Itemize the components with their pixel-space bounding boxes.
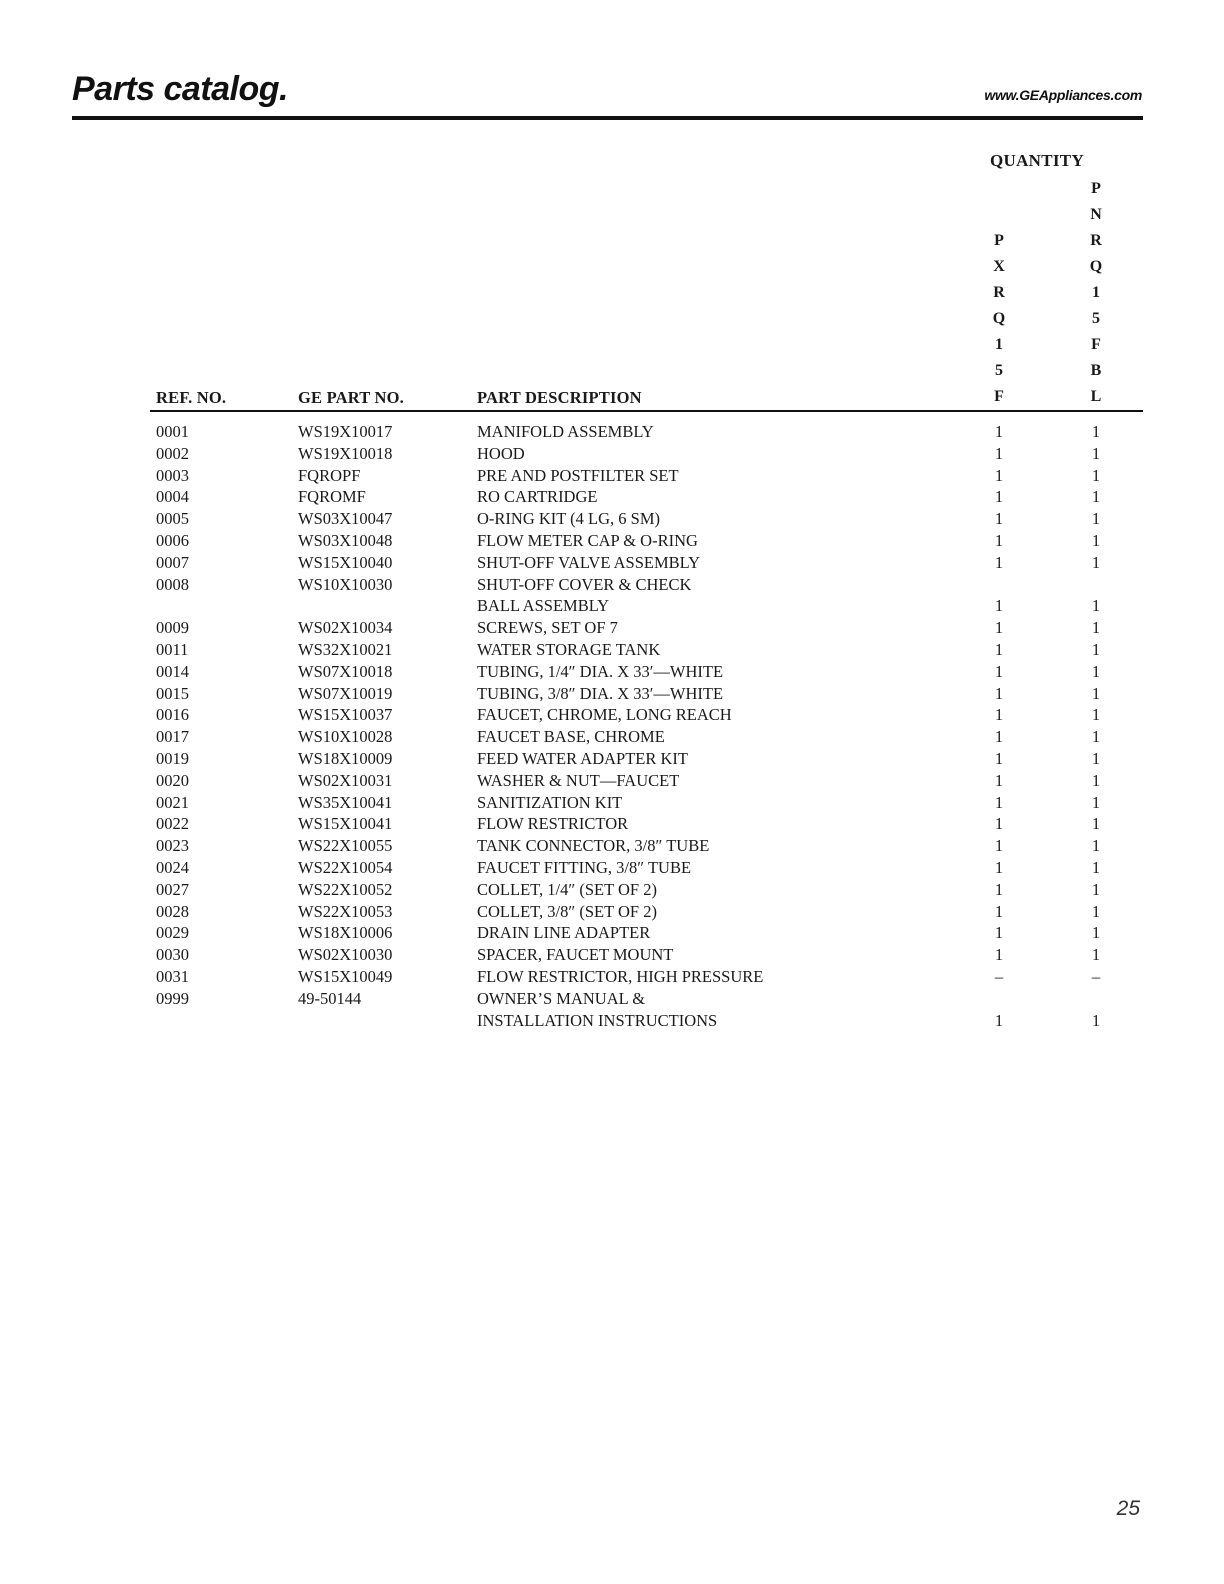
model-letter: 1 xyxy=(1092,284,1100,301)
model-label-b xyxy=(1081,176,1111,410)
table-row xyxy=(0,508,1224,530)
ref-number: 0024 xyxy=(156,857,189,877)
ref-number: 0016 xyxy=(156,705,189,725)
model-letter: 5 xyxy=(1092,310,1100,327)
part-number: WS22X10053 xyxy=(298,901,393,921)
ref-number: 0023 xyxy=(156,836,189,856)
quantity-b: 1 xyxy=(1091,705,1101,725)
table-row xyxy=(0,486,1224,508)
model-letter: N xyxy=(1090,206,1102,223)
ref-number: 0029 xyxy=(156,923,189,943)
table-row xyxy=(0,443,1224,465)
quantity-a: 1 xyxy=(994,901,1004,921)
part-number: WS07X10018 xyxy=(298,661,393,681)
ref-number: 0015 xyxy=(156,683,189,703)
part-number: WS02X10030 xyxy=(298,945,393,965)
quantity-b: 1 xyxy=(1091,509,1101,529)
ref-number: 0999 xyxy=(156,988,189,1008)
model-letter: F xyxy=(994,388,1004,405)
part-description: TANK CONNECTOR, 3/8″ TUBE xyxy=(477,836,710,856)
quantity-b: 1 xyxy=(1091,923,1101,943)
table-header-divider xyxy=(150,410,1143,412)
table-row xyxy=(0,988,1224,1010)
model-letter: X xyxy=(993,258,1005,275)
quantity-b: 1 xyxy=(1091,857,1101,877)
quantity-b: 1 xyxy=(1091,639,1101,659)
parts-table xyxy=(0,421,1224,1031)
table-row xyxy=(0,421,1224,443)
quantity-b: 1 xyxy=(1091,552,1101,572)
part-description: FLOW METER CAP & O-RING xyxy=(477,530,698,550)
quantity-b: 1 xyxy=(1091,683,1101,703)
part-description: OWNER’S MANUAL & xyxy=(477,988,646,1008)
part-description: FLOW RESTRICTOR xyxy=(477,814,629,834)
table-row xyxy=(0,901,1224,923)
column-header-ref: REF. NO. xyxy=(156,388,227,407)
quantity-a: 1 xyxy=(994,530,1004,550)
part-description: WASHER & NUT—FAUCET xyxy=(477,770,680,790)
model-letter: F xyxy=(1091,336,1101,353)
quantity-a: 1 xyxy=(994,683,1004,703)
table-row xyxy=(0,770,1224,792)
ref-number: 0019 xyxy=(156,748,189,768)
quantity-a: 1 xyxy=(994,945,1004,965)
quantity-b: 1 xyxy=(1091,836,1101,856)
ref-number: 0002 xyxy=(156,443,189,463)
part-description: INSTALLATION INSTRUCTIONS xyxy=(477,1010,718,1030)
part-number: WS32X10021 xyxy=(298,639,393,659)
quantity-a: 1 xyxy=(994,770,1004,790)
ref-number: 0020 xyxy=(156,770,189,790)
table-row xyxy=(0,465,1224,487)
ref-number: 0027 xyxy=(156,879,189,899)
column-header-part: GE PART NO. xyxy=(298,388,404,407)
part-number: 49-50144 xyxy=(298,988,362,1008)
quantity-a: 1 xyxy=(994,509,1004,529)
part-description: SPACER, FAUCET MOUNT xyxy=(477,945,674,965)
part-number: WS22X10055 xyxy=(298,836,393,856)
quantity-b: 1 xyxy=(1091,748,1101,768)
model-label-a xyxy=(984,228,1014,410)
ref-number: 0009 xyxy=(156,618,189,638)
quantity-a: 1 xyxy=(994,923,1004,943)
part-description: SANITIZATION KIT xyxy=(477,792,623,812)
ref-number: 0031 xyxy=(156,966,189,986)
table-row xyxy=(0,966,1224,988)
model-letter: B xyxy=(1090,362,1102,379)
quantity-a: 1 xyxy=(994,596,1004,616)
quantity-b: 1 xyxy=(1091,530,1101,550)
part-description: MANIFOLD ASSEMBLY xyxy=(477,422,654,441)
table-row xyxy=(0,792,1224,814)
part-number: WS03X10048 xyxy=(298,530,393,550)
part-description: HOOD xyxy=(477,443,525,463)
header-divider xyxy=(72,116,1143,120)
part-number: WS22X10054 xyxy=(298,857,393,877)
table-row xyxy=(0,595,1224,617)
quantity-a: 1 xyxy=(994,836,1004,856)
model-letter: 5 xyxy=(995,362,1003,379)
part-description: TUBING, 3/8″ DIA. X 33′—WHITE xyxy=(477,683,724,703)
quantity-b: 1 xyxy=(1091,618,1101,638)
quantity-a: 1 xyxy=(994,727,1004,747)
quantity-b: 1 xyxy=(1091,727,1101,747)
quantity-b: 1 xyxy=(1091,945,1101,965)
part-number: WS18X10009 xyxy=(298,748,393,768)
part-number: WS22X10052 xyxy=(298,879,393,899)
part-description: SHUT-OFF COVER & CHECK xyxy=(477,574,692,594)
part-description: FLOW RESTRICTOR, HIGH PRESSURE xyxy=(477,966,764,986)
table-row xyxy=(0,574,1224,596)
quantity-b: 1 xyxy=(1091,422,1101,441)
ref-number: 0008 xyxy=(156,574,189,594)
quantity-b: 1 xyxy=(1091,770,1101,790)
quantity-a: 1 xyxy=(994,639,1004,659)
part-number: WS10X10028 xyxy=(298,727,393,747)
quantity-a: 1 xyxy=(994,618,1004,638)
model-letter: 1 xyxy=(995,336,1003,353)
quantity-a: 1 xyxy=(994,705,1004,725)
quantity-a: 1 xyxy=(994,465,1004,485)
part-number: WS35X10041 xyxy=(298,792,393,812)
part-description: FAUCET, CHROME, LONG REACH xyxy=(477,705,732,725)
part-number: WS15X10037 xyxy=(298,705,393,725)
part-number: WS02X10034 xyxy=(298,618,393,638)
quantity-b: 1 xyxy=(1091,661,1101,681)
quantity-b: 1 xyxy=(1091,879,1101,899)
quantity-b: 1 xyxy=(1091,1010,1101,1030)
quantity-a: 1 xyxy=(994,422,1004,441)
quantity-b: 1 xyxy=(1091,443,1101,463)
model-letter: L xyxy=(1090,388,1102,405)
part-number: WS03X10047 xyxy=(298,509,393,529)
ref-number: 0005 xyxy=(156,509,189,529)
part-number: WS02X10031 xyxy=(298,770,393,790)
part-description: O-RING KIT (4 LG, 6 SM) xyxy=(477,509,661,529)
quantity-b: 1 xyxy=(1091,487,1101,507)
table-row xyxy=(0,835,1224,857)
table-row xyxy=(0,726,1224,748)
quantity-heading: QUANTITY xyxy=(990,151,1085,170)
ref-number: 0022 xyxy=(156,814,189,834)
quantity-a: 1 xyxy=(994,748,1004,768)
ref-number: 0017 xyxy=(156,727,189,747)
quantity-a: 1 xyxy=(994,661,1004,681)
ref-number: 0006 xyxy=(156,530,189,550)
part-description: COLLET, 1/4″ (SET OF 2) xyxy=(477,879,657,899)
table-row xyxy=(0,683,1224,705)
table-row xyxy=(0,944,1224,966)
table-row xyxy=(0,552,1224,574)
model-letter: P xyxy=(994,232,1004,249)
quantity-a: 1 xyxy=(994,792,1004,812)
ref-number: 0003 xyxy=(156,465,189,485)
part-description: RO CARTRIDGE xyxy=(477,487,598,507)
quantity-b: 1 xyxy=(1091,814,1101,834)
part-description: WATER STORAGE TANK xyxy=(477,639,661,659)
model-letter: Q xyxy=(1089,258,1103,275)
quantity-a: 1 xyxy=(994,1010,1004,1030)
table-row xyxy=(0,1010,1224,1032)
table-row xyxy=(0,857,1224,879)
part-number: FQROMF xyxy=(298,487,366,507)
part-number: WS10X10030 xyxy=(298,574,393,594)
part-description: BALL ASSEMBLY xyxy=(477,596,610,616)
part-description: TUBING, 1/4″ DIA. X 33′—WHITE xyxy=(477,661,724,681)
ref-number: 0030 xyxy=(156,945,189,965)
quantity-b: 1 xyxy=(1091,596,1101,616)
quantity-a: 1 xyxy=(994,552,1004,572)
table-row xyxy=(0,639,1224,661)
table-row xyxy=(0,922,1224,944)
quantity-b: 1 xyxy=(1091,901,1101,921)
page-number: 25 xyxy=(1116,1497,1140,1520)
table-row xyxy=(0,704,1224,726)
ref-number: 0004 xyxy=(156,487,189,507)
model-letter: R xyxy=(1090,232,1102,249)
model-letter: P xyxy=(1091,180,1101,197)
part-number: WS15X10040 xyxy=(298,552,393,572)
quantity-a: 1 xyxy=(994,814,1004,834)
table-row xyxy=(0,748,1224,770)
page-title: Parts catalog. xyxy=(72,70,288,108)
part-description: SCREWS, SET OF 7 xyxy=(477,618,618,638)
part-description: PRE AND POSTFILTER SET xyxy=(477,465,679,485)
table-row xyxy=(0,879,1224,901)
part-number: FQROPF xyxy=(298,465,361,485)
table-row xyxy=(0,617,1224,639)
part-number: WS15X10041 xyxy=(298,814,393,834)
website-url: www.GEAppliances.com xyxy=(984,87,1142,103)
model-letter: R xyxy=(993,284,1005,301)
ref-number: 0011 xyxy=(156,639,189,659)
ref-number: 0028 xyxy=(156,901,189,921)
table-row xyxy=(0,530,1224,552)
part-description: SHUT-OFF VALVE ASSEMBLY xyxy=(477,552,701,572)
part-description: FAUCET FITTING, 3/8″ TUBE xyxy=(477,857,692,877)
part-description: FAUCET BASE, CHROME xyxy=(477,727,665,747)
part-number: WS15X10049 xyxy=(298,966,393,986)
part-number: WS19X10017 xyxy=(298,422,393,441)
part-number: WS18X10006 xyxy=(298,923,393,943)
quantity-a: 1 xyxy=(994,879,1004,899)
model-letter: Q xyxy=(992,310,1006,327)
part-number: WS19X10018 xyxy=(298,443,393,463)
quantity-b: 1 xyxy=(1091,792,1101,812)
column-header-desc: PART DESCRIPTION xyxy=(477,388,642,407)
quantity-a: – xyxy=(994,966,1004,986)
quantity-a: 1 xyxy=(994,443,1004,463)
table-row xyxy=(0,661,1224,683)
quantity-a: 1 xyxy=(994,487,1004,507)
ref-number: 0014 xyxy=(156,661,189,681)
ref-number: 0007 xyxy=(156,552,189,572)
part-description: DRAIN LINE ADAPTER xyxy=(477,923,651,943)
table-row xyxy=(0,813,1224,835)
part-description: FEED WATER ADAPTER KIT xyxy=(477,748,688,768)
quantity-b: 1 xyxy=(1091,465,1101,485)
ref-number: 0001 xyxy=(156,422,189,441)
quantity-a: 1 xyxy=(994,857,1004,877)
quantity-b: – xyxy=(1091,966,1101,986)
part-description: COLLET, 3/8″ (SET OF 2) xyxy=(477,901,657,921)
ref-number: 0021 xyxy=(156,792,189,812)
part-number: WS07X10019 xyxy=(298,683,393,703)
